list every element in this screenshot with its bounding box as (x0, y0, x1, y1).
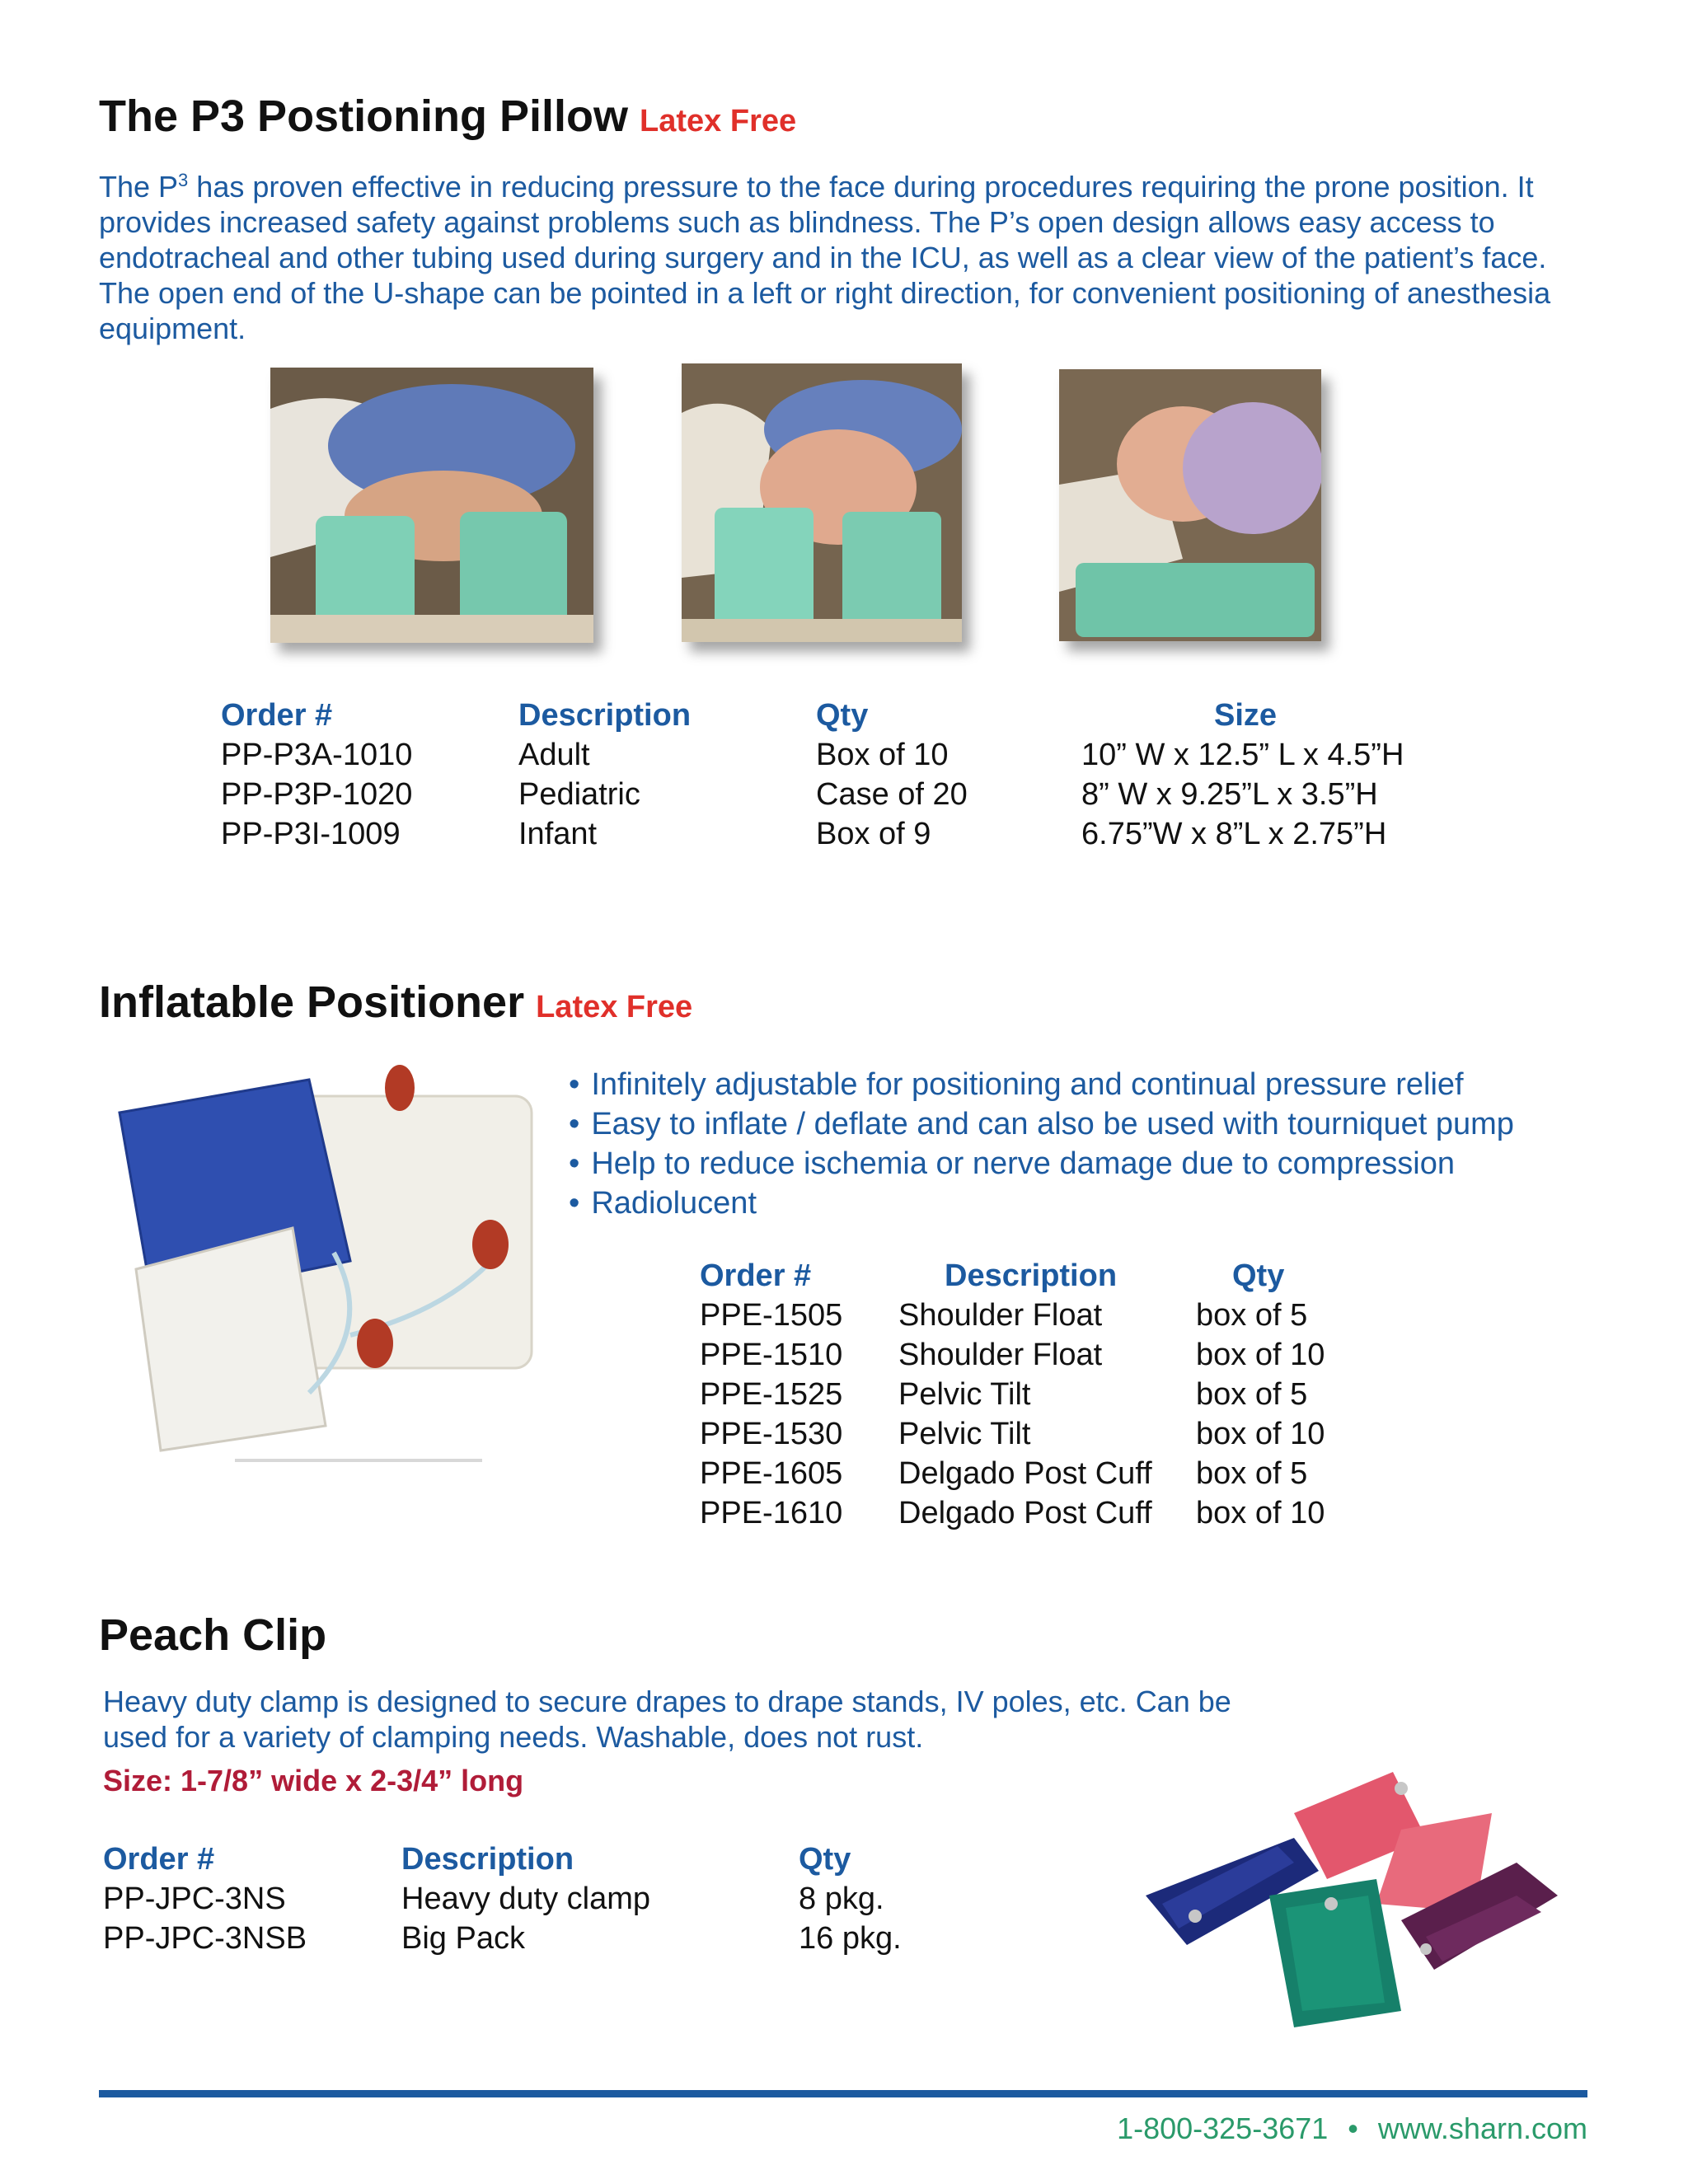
table-row: PP-P3A-1010 Adult Box of 10 10” W x 12.5” L x 4.5”H (221, 738, 1404, 772)
footer-divider (99, 2090, 1587, 2097)
inflatable-title: Inflatable Positioner (99, 977, 525, 1027)
inflatable-section-title (99, 977, 692, 1028)
table-row: PP-P3P-1020 Pediatric Case of 20 8” W x 9.25”L x 3.5”H (221, 777, 1378, 812)
peach-order-table (0, 1842, 989, 1966)
table-row: PPE-1525 Pelvic Tilt box of 5 (700, 1377, 1308, 1412)
p3-description: The $P^3$ has proven effective in reducing pressure to the face during procedures requiring the prone position. It provides increased safety against problems such as blindness. The P’s open design allows easy access to endotracheal and other tubing used during surgery and in the ICU, as well as a clear view of the patient’s face. The open end of the U-shape can be pointed in a left or right direction, for convenient positioning of anesthesia equipment. (99, 170, 1551, 345)
footer-separator: • (1348, 2111, 1358, 2145)
table-row: PPE-1605 Delgado Post Cuff box of 5 (700, 1456, 1308, 1491)
header-description: Description (518, 698, 692, 733)
inflatable-feature-list (569, 1065, 1514, 1223)
table-row: PP-JPC-3NS Heavy duty clamp 8 pkg. (103, 1882, 884, 1916)
p3-title: The P3 Postioning Pillow (99, 91, 629, 141)
p3-photo-supine (1059, 369, 1321, 641)
p3-photo-prone-side (682, 363, 962, 642)
table-row: PP-P3I-1009 Infant Box of 9 6.75”W x 8”L x 2.75”H (221, 817, 1387, 851)
header-qty: Qty (816, 698, 869, 733)
header-description: Description (401, 1842, 574, 1877)
header-size: Size (1214, 698, 1278, 733)
table-row: PP-JPC-3NSB Big Pack 16 pkg. (103, 1921, 902, 1956)
table-row: PPE-1510 Shoulder Float box of 10 (700, 1338, 1325, 1372)
header-qty: Qty (1232, 1258, 1285, 1293)
peach-clip-description: Heavy duty clamp is designed to secure drapes to drape stands, IV poles, etc. Can be used for a variety of clamping needs. Washable, does not rust. (103, 1685, 1231, 1754)
peach-clip-title: Peach Clip (99, 1610, 327, 1660)
footer-phone: 1-800-325-3671 (1117, 2111, 1329, 2145)
table-header (0, 698, 1688, 738)
table-row: PPE-1530 Pelvic Tilt box of 10 (700, 1417, 1325, 1451)
inflatable-order-table (0, 1258, 1688, 1539)
p3-latex-free-tag: Latex Free (640, 104, 797, 138)
header-order: Order # (103, 1842, 215, 1877)
header-qty: Qty (799, 1842, 851, 1877)
footer-contact (1117, 2111, 1587, 2146)
table-header (0, 1842, 989, 1882)
p3-order-table (0, 698, 1688, 863)
header-description: Description (945, 1258, 1118, 1293)
p3-photo-prone-face-down (270, 368, 593, 643)
peach-clip-size: Size: 1-7/8” wide x 2-3/4” long (103, 1764, 524, 1797)
p3-section-title (99, 91, 796, 142)
feature-bullet: • Easy to inflate / deflate and can also be used with tourniquet pump (569, 1104, 1514, 1144)
feature-bullet: • Radiolucent (569, 1183, 1514, 1223)
inflatable-latex-free-tag: Latex Free (536, 990, 693, 1024)
header-order: Order # (700, 1258, 812, 1293)
header-order: Order # (221, 698, 333, 733)
table-header (0, 1258, 1688, 1298)
peach-clip-photo (1129, 1764, 1591, 2036)
feature-bullet: • Infinitely adjustable for positioning and continual pressure relief (569, 1065, 1514, 1104)
table-row: PPE-1610 Delgado Post Cuff box of 10 (700, 1496, 1325, 1530)
feature-bullet: • Help to reduce ischemia or nerve damage due to compression (569, 1144, 1514, 1183)
table-row: PPE-1505 Shoulder Float box of 5 (700, 1298, 1308, 1333)
footer-website-link[interactable]: www.sharn.com (1377, 2111, 1587, 2145)
